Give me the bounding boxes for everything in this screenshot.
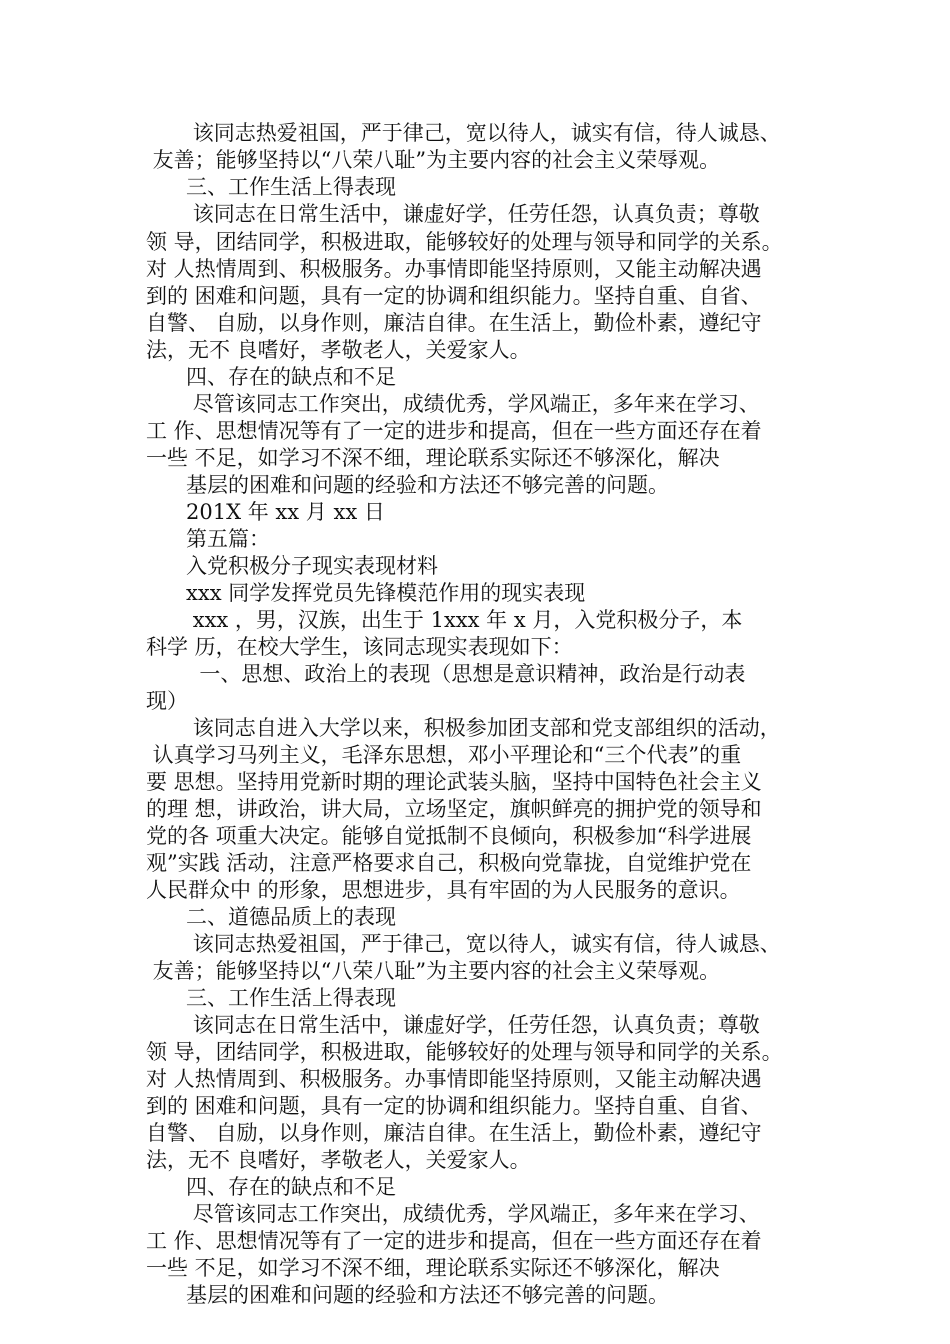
text-line: xxx ，男，汉族，出生于 1xxx 年 x 月，入党积极分子，本: [146, 608, 743, 632]
text-line: 该同志热爱祖国，严于律己，宽以待人，诚实有信，待人诚恳、: [146, 121, 781, 145]
text-line: 要 思想。坚持用党新时期的理论武装头脑，坚持中国特色社会主义: [146, 770, 762, 794]
text-line: 领 导，团结同学，积极进取，能够较好的处理与领导和同学的关系。: [146, 230, 783, 254]
text-line: 法，无不 良嗜好，孝敬老人，关爱家人。: [146, 1148, 531, 1172]
section-heading: 四、存在的缺点和不足: [146, 1175, 397, 1199]
text-line: 认真学习马列主义，毛泽东思想，邓小平理论和“三个代表”的重: [146, 743, 742, 767]
section-heading: 二、道德品质上的表现: [146, 905, 397, 929]
text-line: 自警、 自励，以身作则，廉洁自律。在生活上，勤俭朴素，遵纪守: [146, 1121, 762, 1145]
text-line: 该同志在日常生活中，谦虚好学，任劳任怨，认真负责；尊敬: [146, 1013, 760, 1037]
text-line: 自警、 自励，以身作则，廉洁自律。在生活上，勤俭朴素，遵纪守: [146, 311, 762, 335]
text-line: 法，无不 良嗜好，孝敬老人，关爱家人。: [146, 338, 531, 362]
text-line: 该同志热爱祖国，严于律己，宽以待人，诚实有信，待人诚恳、: [146, 932, 781, 956]
text-line: 观”实践 活动，注意严格要求自己，积极向党靠拢，自觉维护党在: [146, 851, 752, 875]
text-line: 对 人热情周到、积极服务。办事情即能坚持原则，又能主动解决遇: [146, 1067, 762, 1091]
text-line: 到的 困难和问题，具有一定的协调和组织能力。坚持自重、自省、: [146, 284, 762, 308]
text-line: 一些 不足，如学习不深不细，理论联系实际还不够深化，解决: [146, 1256, 720, 1280]
text-line: 一些 不足，如学习不深不细，理论联系实际还不够深化，解决: [146, 446, 720, 470]
text-line: 基层的困难和问题的经验和方法还不够完善的问题。: [146, 473, 670, 497]
section-heading: 现）: [146, 689, 188, 713]
text-line: 对 人热情周到、积极服务。办事情即能坚持原则，又能主动解决遇: [146, 257, 762, 281]
date-line: 201X 年 xx 月 xx 日: [146, 500, 385, 524]
text-line: 人民群众中 的形象，思想进步，具有牢固的为人民服务的意识。: [146, 878, 741, 902]
text-line: 科学 历，在校大学生，该同志现实表现如下：: [146, 635, 573, 659]
section-heading: 三、工作生活上得表现: [146, 986, 397, 1010]
text-line: 领 导，团结同学，积极进取，能够较好的处理与领导和同学的关系。: [146, 1040, 783, 1064]
text-line: 工 作、思想情况等有了一定的进步和提高，但在一些方面还存在着: [146, 419, 762, 443]
text-line: 友善；能够坚持以“八荣八耻”为主要内容的社会主义荣辱观。: [146, 959, 721, 983]
text-line: 尽管该同志工作突出，成绩优秀，学风端正，多年来在学习、: [146, 392, 760, 416]
text-line: 友善；能够坚持以“八荣八耻”为主要内容的社会主义荣辱观。: [146, 148, 721, 172]
section-heading: 三、工作生活上得表现: [146, 175, 397, 199]
section-heading: 四、存在的缺点和不足: [146, 365, 397, 389]
text-line: 该同志在日常生活中，谦虚好学，任劳任怨，认真负责；尊敬: [146, 202, 760, 226]
text-line: 到的 困难和问题，具有一定的协调和组织能力。坚持自重、自省、: [146, 1094, 762, 1118]
document-title: 入党积极分子现实表现材料: [146, 554, 439, 578]
text-line: 党的各 项重大决定。能够自觉抵制不良倾向，积极参加“科学进展: [146, 824, 752, 848]
text-line: 该同志自进入大学以来，积极参加团支部和党支部组织的活动，: [146, 716, 781, 740]
text-line: 工 作、思想情况等有了一定的进步和提高，但在一些方面还存在着: [146, 1229, 762, 1253]
text-line: 的理 想，讲政治，讲大局，立场坚定，旗帜鲜亮的拥护党的领导和: [146, 797, 762, 821]
text-line: 尽管该同志工作突出，成绩优秀，学风端正，多年来在学习、: [146, 1202, 760, 1226]
text-line: 基层的困难和问题的经验和方法还不够完善的问题。: [146, 1283, 670, 1307]
section-heading: 一、思想、政治上的表现（思想是意识精神，政治是行动表: [146, 662, 746, 686]
chapter-heading: 第五篇：: [146, 527, 271, 551]
document-subtitle: xxx 同学发挥党员先锋模范作用的现实表现: [146, 581, 586, 605]
